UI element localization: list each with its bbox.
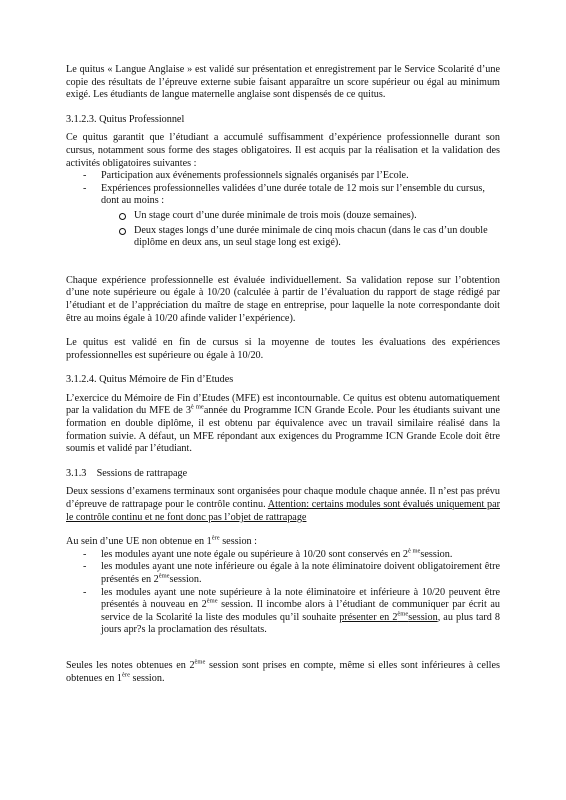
dash-list <box>66 549 500 637</box>
text-run: session <box>408 611 438 623</box>
sublist-item: Un stage court d’une durée minimale de trois mois (douze semaines). <box>117 210 500 223</box>
document-page <box>66 64 500 685</box>
paragraph-memoire <box>66 393 500 456</box>
list-item: - Participation aux événements professionnels signalés organisés par l’Ecole. <box>83 170 500 183</box>
paragraph-ue-non-obtenue <box>66 536 500 549</box>
text-run: , au plus tard 8 jours apr?s la proclamation des résultats. <box>101 611 501 636</box>
text-run: session : <box>219 536 258 548</box>
underlined-warning: Attention: certains modules sont évalués uniquement par le contrôle continu et ne font donc pas l’objet de rattrapage <box>66 499 500 523</box>
superscript: ème <box>397 610 409 618</box>
list-item <box>83 561 500 586</box>
superscript: è me <box>407 547 421 555</box>
superscript: è me <box>190 404 204 412</box>
text-run: présenter en 2 <box>339 611 398 623</box>
text-run: session sont prises en compte, même si elles sont inférieures à celles obtenues en 1 <box>66 659 500 684</box>
heading-number: 3.1.3 <box>66 467 87 479</box>
section-heading-sessions-rattrapage <box>66 468 500 481</box>
paragraph-quitus-valide: Le quitus est validé en fin de cursus si la moyenne de toutes les évaluations des expériences professionnelles est supérieure ou égale à 10/20. <box>66 337 500 361</box>
dash-list <box>66 170 500 250</box>
text-run: année du Programme ICN Grande Ecole. Pour les étudiants suivant une formation en double diplôme, il est obtenu par équivalence avec un travail similaire réalisé dans la formation suivie. A défaut, un MFE répondant aux exigences du Programme ICN Grande Ecole doit être soumis et validé par l’étudiant. <box>66 405 500 455</box>
list-item <box>83 587 500 637</box>
paragraph-quitus-langue: Le quitus « Langue Anglaise » est validé sur présentation et enregistrement par le Service Scolarité d’une copie des résultats de l’épreuve externe subie faisant apparaître un score supérieur ou égal au minimum exigé. Les étudiants de langue maternelle anglaise sont dispensés de ce quitus. <box>66 64 500 101</box>
text-run: les modules ayant une note supérieure à la note éliminatoire et inférieure à 10/20 peuvent être présentés à nouveau en 2 <box>101 586 500 611</box>
sublist-item: Deux stages longs d’une durée minimale de cinq mois chacun (dans le cas d’un double diplôme en deux ans, un seul stage long est exigé). <box>117 225 500 250</box>
section-heading-quitus-memoire: 3.1.2.4. Quitus Mémoire de Fin d’Etudes <box>66 374 234 386</box>
heading-title: Sessions de rattrapage <box>96 467 188 479</box>
text-run: Deux sessions d’examens terminaux sont organisées pour chaque module chaque année. Il n’est pas prévu d’épreuve de rattrapage pour le contrôle continu. <box>66 486 500 511</box>
paragraph-professionnel-intro: Ce quitus garantit que l’étudiant a accumulé suffisamment d’expérience professionnelle durant son cursus, notamment sous forme des stages obligatoires. Il est acquis par la réalisation et la validation des activités obligatoires suivantes : <box>66 132 500 169</box>
paragraph-notes-seconde-session <box>66 660 500 685</box>
list-item <box>83 549 500 562</box>
text-run: session. <box>169 574 202 585</box>
underlined-text <box>339 612 437 623</box>
text-run: les modules ayant une note égale ou supérieure à 10/20 sont conservés en 2 <box>101 548 408 560</box>
text-run: session. Il incombe alors à l’étudiant de communiquer par écrit au service de la Scolarité la liste des modules qu’il souhaite <box>101 599 500 623</box>
text-run: les modules ayant une note inférieure ou égale à la note éliminatoire doivent obligatoirement être présentés en 2 <box>101 561 500 585</box>
paragraph-evaluation: Chaque expérience professionnelle est évaluée individuellement. Sa validation repose sur l’obtention d’une note supérieure ou égale à 10/20 (calculée à partir de l’évaluation du rapport de stage rédigé par l’étudiant et de l’appréciation du maître de stage en entreprise, pour laquelle la note correspondante doit être au moins égale à 10/20 afinde valider l’expérience). <box>66 274 500 324</box>
text-run: session. <box>129 672 165 684</box>
superscript: ère <box>211 534 220 542</box>
list-item <box>83 183 500 250</box>
section-heading-quitus-professionnel: 3.1.2.3. Quitus Professionnel <box>66 113 185 125</box>
superscript: ème <box>158 572 170 580</box>
text-run: session. <box>420 548 453 560</box>
text-run: Au sein d’une UE non obtenue en 1 <box>66 536 212 548</box>
list-item-text: Expériences professionnelles validées d’une durée totale de 12 mois sur l’ensemble du cursus, dont au moins : <box>101 182 485 207</box>
superscript: ère <box>122 671 130 679</box>
circle-sublist <box>101 210 500 250</box>
superscript: ème <box>206 597 218 605</box>
paragraph-sessions <box>66 486 500 524</box>
text-run: L’exercice du Mémoire de Fin d’Etudes (MFE) est incontournable. Ce quitus est obtenu automatiquement par la validation du MFE de 3 <box>66 392 500 417</box>
text-run: Seules les notes obtenues en 2 <box>66 659 195 671</box>
superscript: ème <box>194 658 206 666</box>
